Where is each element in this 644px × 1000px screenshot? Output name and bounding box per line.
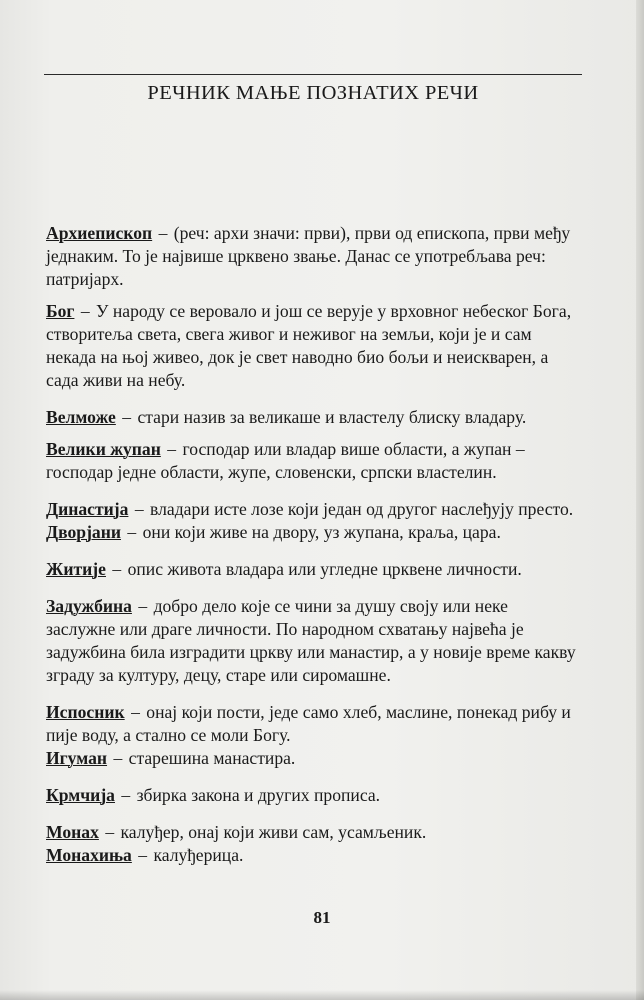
entry-dash: – (167, 439, 177, 459)
glossary-entry (46, 784, 580, 807)
glossary-entry (46, 300, 580, 392)
entry-dash: – (105, 822, 115, 842)
entry-definition: владари исте лозе који један од другог наслеђују престо. (150, 499, 574, 519)
glossary-entry (46, 438, 580, 484)
entry-definition: опис живота владара или угледне црквене личности. (127, 559, 522, 579)
entry-term: Велможе (46, 407, 116, 427)
page-edge (636, 0, 644, 1000)
entry-term: Игуман (46, 748, 108, 768)
glossary-entry (46, 747, 580, 770)
entry-term: Крмчија (46, 785, 115, 805)
glossary-entry (46, 406, 580, 429)
entry-dash: – (113, 748, 123, 768)
page-shadow (0, 990, 644, 1000)
glossary-entry (46, 521, 580, 544)
glossary-entry (46, 498, 580, 521)
glossary-entry (46, 558, 580, 581)
entry-definition: стари назив за великаше и властелу блиску владару. (137, 407, 527, 427)
entry-definition: У народу се веровало и још се верује у врховног небеског Бога, створитеља света, свега живог и неживог на земљи, који је и сам некада на њој живео, док је свет наводно био бољи и неискварен, а сада живи на небу. (46, 301, 572, 390)
entry-term: Дворјани (46, 522, 121, 542)
entry-term: Бог (46, 301, 75, 321)
entry-definition: они који живе на двору, уз жупана, краља, цара. (142, 522, 501, 542)
entry-definition: калуђер, онај који живи сам, усамљеник. (120, 822, 427, 842)
page-heading: РЕЧНИК МАЊЕ ПОЗНАТИХ РЕЧИ (147, 82, 479, 104)
entry-dash: – (80, 301, 90, 321)
glossary-list (46, 222, 580, 867)
entry-term: Династија (46, 499, 129, 519)
entry-definition: (реч: архи значи: први), први од епископа, први међу једнаким. То је највише црквено звање. Данас се употребљава реч: патријарх. (46, 223, 571, 289)
entry-term: Житије (46, 559, 106, 579)
glossary-entry (46, 701, 580, 747)
entry-dash: – (122, 407, 132, 427)
entry-dash: – (112, 559, 122, 579)
glossary-entry (46, 595, 580, 687)
entry-definition: онај који пости, једе само хлеб, маслине, понекад рибу и пије воду, а стално се моли Богу. (46, 702, 571, 745)
entry-term: Велики жупан (46, 439, 161, 459)
entry-term: Испосник (46, 702, 125, 722)
entry-term: Монах (46, 822, 99, 842)
glossary-entry (46, 222, 580, 291)
entry-term: Архиепископ (46, 223, 153, 243)
entry-definition: добро дело које се чини за душу своју или неке заслужне или драге личности. По народном схватању највећа је задужбина била изградити цркву или манастир, а у новије време какву зграду за културу, децу, старе или сиромашне. (46, 596, 576, 685)
entry-definition: калуђерица. (153, 845, 244, 865)
entry-dash: – (121, 785, 131, 805)
entry-dash: – (138, 596, 148, 616)
entry-dash: – (134, 499, 144, 519)
entry-definition: збирка закона и других прописа. (136, 785, 381, 805)
header-rule (44, 74, 582, 75)
entry-dash: – (131, 702, 140, 722)
glossary-entry (46, 821, 580, 844)
entry-term: Монахиња (46, 845, 132, 865)
entry-definition: старешина манастира. (128, 748, 296, 768)
entry-dash: – (127, 522, 137, 542)
glossary-entry (46, 844, 580, 867)
entry-term: Задужбина (46, 596, 132, 616)
page-number: 81 (313, 908, 331, 927)
entry-dash: – (158, 223, 168, 243)
entry-dash: – (138, 845, 148, 865)
entry-definition: господар или владар више области, а жупан – господар једне области, жупе, словенски, српски властелин. (46, 439, 525, 482)
